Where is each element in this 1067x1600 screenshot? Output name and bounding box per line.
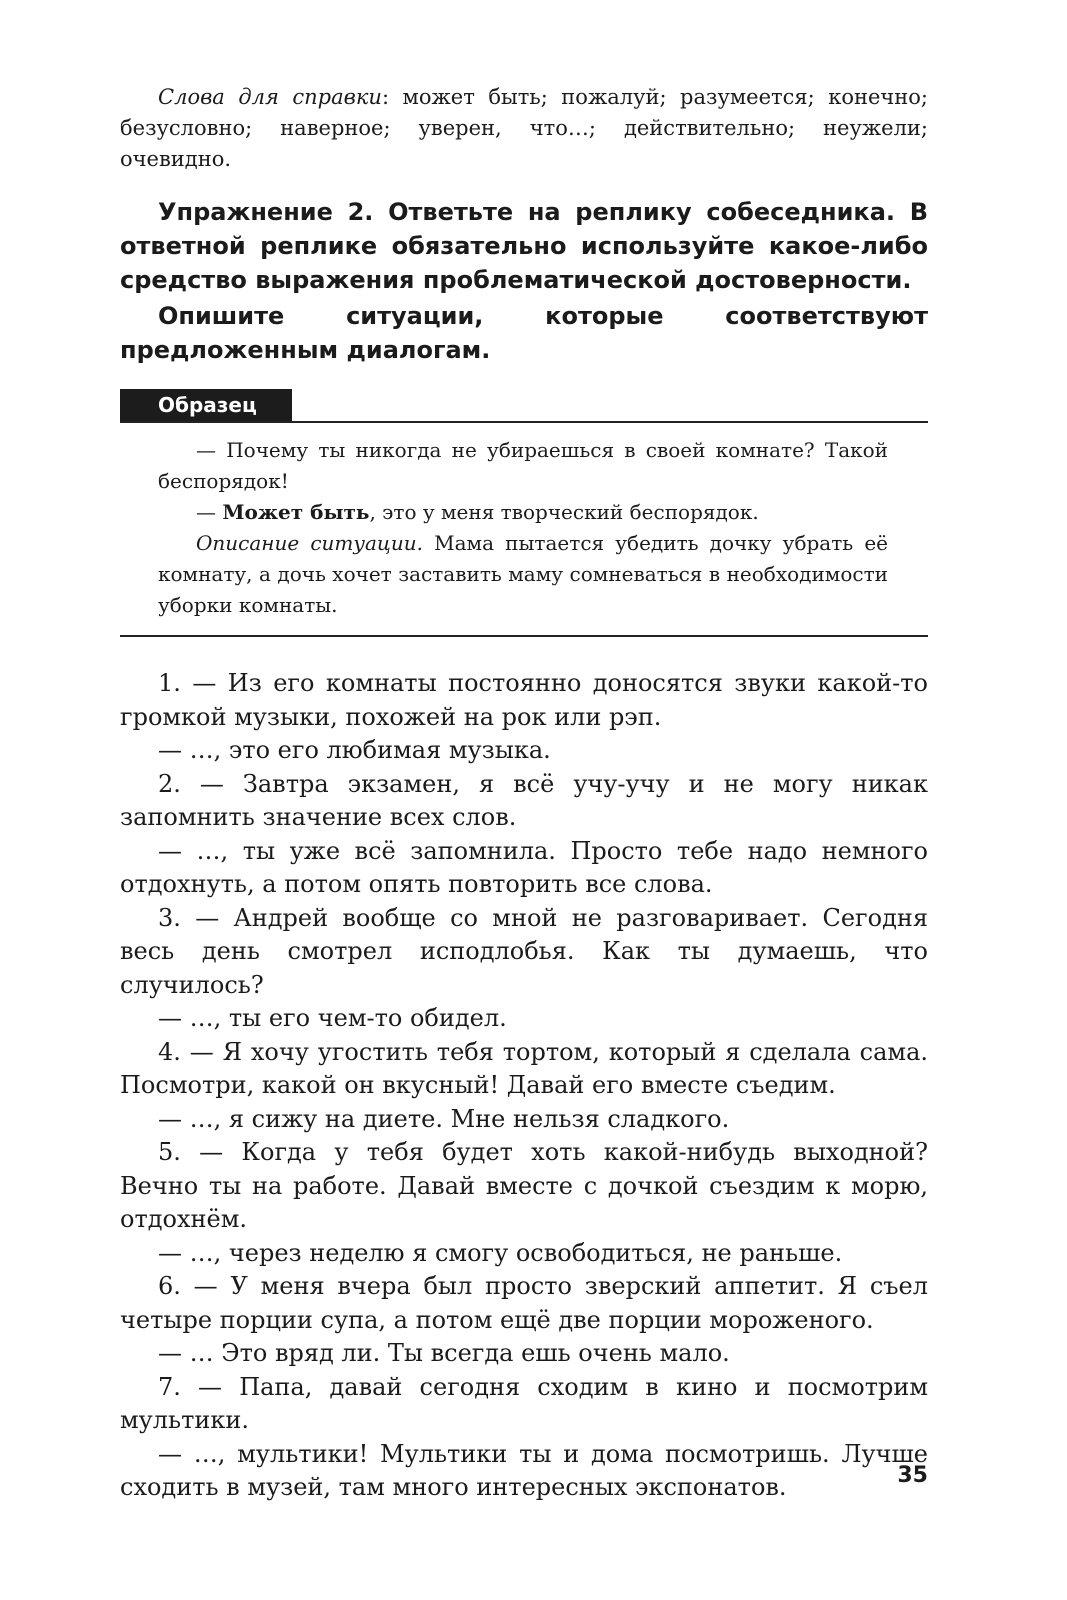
list-item: — …, мультики! Мультики ты и дома посмотришь. Лучше сходить в музей, там много интересных экспонатов. (120, 1439, 928, 1501)
sample-line-2-rest: , это у меня творческий беспорядок. (369, 500, 759, 524)
sample-description-text: Мама пытается убедить дочку убрать её комнату, а дочь хочет заставить маму сомневаться в необходимости уборки комнаты. (158, 531, 888, 617)
list-item: 6. — У меня вчера был просто зверский аппетит. Я съел четыре порции супа, а потом ещё две порции мороженого. (120, 1272, 928, 1334)
list-item: 3. — Андрей вообще со мной не разговаривает. Сегодня весь день смотрел исподлобья. Как ты думаешь, что случилось? (120, 903, 928, 999)
exercise-subtitle: Опишите ситуации, которые соответствуют предложенным диалогам. (120, 302, 928, 364)
list-item: 2. — Завтра экзамен, я всё учу-учу и не могу никак запомнить значение всех слов. (120, 769, 928, 831)
exercise-title: Упражнение 2. Ответьте на реплику собеседника. В ответной реплике обязательно используйте какое-либо средство выражения проблематической достоверности. (120, 198, 928, 294)
reference-label: Слова для справки (158, 85, 382, 109)
sample-description-label: Описание ситуации. (196, 531, 423, 555)
list-item: — …, ты его чем-то обидел. (158, 1004, 507, 1032)
list-item: 7. — Папа, давай сегодня сходим в кино и посмотрим мультики. (120, 1372, 928, 1434)
sample-dash: — (196, 500, 223, 524)
sample-line-1: — Почему ты никогда не убираешься в своей комнате? Такой беспорядок! (158, 438, 888, 493)
sample-box (120, 423, 928, 637)
page-content (120, 82, 928, 1505)
list-item: — …, это его любимая музыка. (158, 736, 551, 764)
sample-label: Образец (120, 389, 292, 421)
list-item: — …, ты уже всё запомнила. Просто тебе надо немного отдохнуть, а потом опять повторить все слова. (120, 836, 928, 898)
list-item: — … Это вряд ли. Ты всегда ешь очень мало. (158, 1339, 730, 1367)
reference-text: : может быть; пожалуй; разумеется; конечно; безусловно; наверное; уверен, что…; действительно; неужели; очевидно. (120, 85, 928, 171)
list-item: 1. — Из его комнаты постоянно доносятся звуки какой-то громкой музыки, похожей на рок или рэп. (120, 669, 928, 731)
list-item: 5. — Когда у тебя будет хоть какой-нибудь выходной? Вечно ты на работе. Давай вместе с дочкой съездим к морю, отдохнём. (120, 1138, 928, 1233)
exercise-items (120, 667, 928, 1505)
sample-description (120, 528, 888, 621)
list-item: — …, я сижу на диете. Мне нельзя сладкого. (158, 1104, 730, 1133)
sample-header (120, 389, 928, 423)
sample-bold-phrase: Может быть (222, 500, 370, 524)
list-item: 4. — Я хочу угостить тебя тортом, который я сделала сама. Посмотри, какой он вкусный! Давай его вместе съедим. (120, 1037, 928, 1099)
sample-line-2 (120, 497, 888, 528)
reference-words (120, 82, 928, 175)
page-number: 35 (897, 1463, 928, 1488)
list-item: — …, через неделю я смогу освободиться, не раньше. (158, 1238, 843, 1267)
